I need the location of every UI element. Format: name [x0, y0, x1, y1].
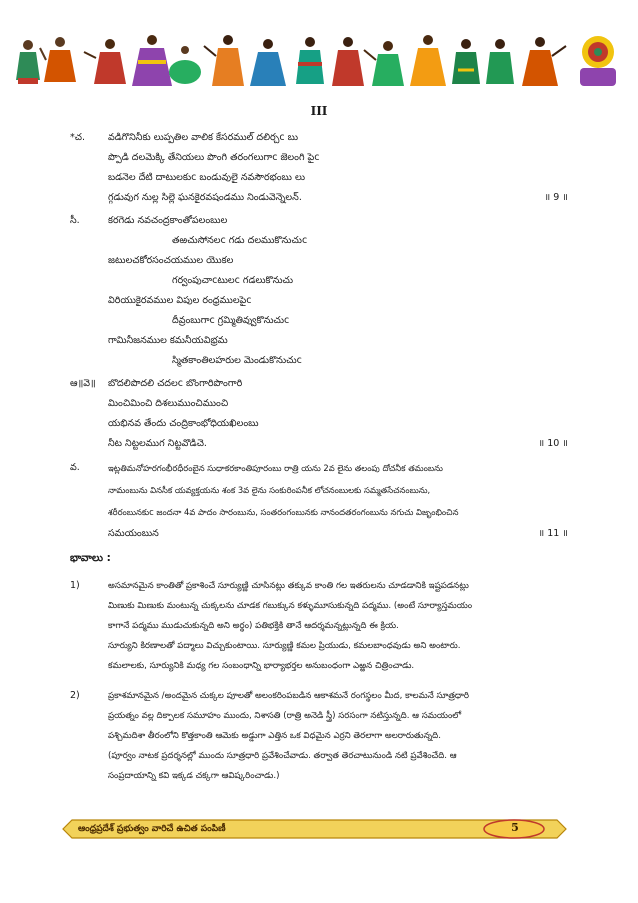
verse-line: గర్వంపుచాcటులc గడలుకొనుచు	[172, 275, 294, 286]
dancer-figure-7	[250, 39, 286, 86]
verse-number: ॥ 10 ॥	[538, 438, 568, 449]
verse-line: నీట నిట్టలముగ నిట్టవొడిచె.	[108, 438, 207, 449]
meaning-line: సంప్రదాయాన్ని కవి ఇక్కడ చక్కగా ఆవిష్కరించాడు.)	[108, 771, 280, 781]
verse-line: ఇట్లతిమనోహరగంభీరధీరంబైన సుధాకరకాంతిపూరంబు రాత్రి యను 2వ లైను తలంపు దోచనీక తమంబను	[108, 463, 443, 473]
meaning-line: సూర్యుని కిరణాలతో పద్మాలు విచ్చుకుంటాయి. సూర్యుణ్ణి కమల ప్రియుడు, కమలబాంధవుడు అని అంటారు.	[108, 641, 461, 651]
dancer-figure-8	[296, 37, 324, 84]
meaning-line: పశ్చిమదిశా తీరంలోని కొత్తకాంతి ఆమెకు అడ్డుగా ఎత్తిన ఒక విధమైన ఎర్రని తెరలాగా అలరారుతున్నది.	[108, 731, 441, 741]
verse-line: బడనెల దేటి దాటులకుc బండువులై నవసౌరభంబు లు	[108, 172, 305, 183]
verse-line: శరీరంబునకుc జందనా 4వ పాదం సారంబును, సంతరంగంబునకు నానందతరంగంబును నగుచు విజృంభించిన	[108, 507, 459, 517]
meaning-line: (పూర్వం నాటక ప్రదర్శనల్లో ముందు సూత్రధారి ప్రవేశించేవాడు. తర్వాత తెరచాటునుండి నటి ప్రవేశించేది. ఆ	[108, 751, 457, 761]
dancer-figure-5	[169, 46, 201, 84]
verse-number: ॥ 11 ॥	[538, 528, 568, 539]
dancer-figure-4	[132, 35, 172, 86]
dancer-figure-12	[452, 39, 480, 84]
dancer-figure-11	[410, 35, 446, 86]
verse-line: తఱచుసోనలc గడు దలముకొనుచుc	[172, 235, 308, 246]
dancer-figure-9	[332, 37, 364, 86]
dancer-figure-13	[486, 39, 514, 84]
publisher-note: ఆంధ్రప్రదేశ్ ప్రభుత్వం వారిచే ఉచిత పంపిణీ	[78, 824, 226, 834]
meanings-heading: భావాలు :	[70, 552, 111, 564]
verse-line: దీవ్రంబుగాc గ్రమ్మితివ్వుకొనుచుc	[172, 315, 290, 326]
verse-line: ప్పొడి దలమెక్కి తేనియలు పొంగి తరంగలుగాc జెలంగి పైc	[108, 152, 320, 163]
verse-line: మించిమించి దిశలుముంచిముంచి	[108, 398, 229, 409]
verse-line: నామంబును వినసీక యవ్యక్తయను శంక 3వ లైను సంకురింపనీక లోచనంబులకు సమ్మతసేచనంబును,	[108, 485, 431, 495]
verse-label: సీ.	[70, 215, 80, 226]
dancer-figure-1	[16, 40, 40, 84]
meaning-line: మిణుకు మిణుకు మంటున్న చుక్కలను చూడక గబుక్కున కళ్ళుమూసుకున్నది పద్మము. (అంటే సూర్యాస్తమయం	[108, 601, 473, 611]
verse-label: ఆ॥వె॥	[70, 378, 96, 389]
verse-line: వడిగొనినీకు లుప్పతిల వాలిక కేసరముల్ దలిర్చc బు	[108, 132, 298, 143]
verse-line: విరియుకైరవముల విపుల రంధ్రములపైc	[108, 295, 252, 306]
section-title: III	[310, 104, 328, 118]
dancer-figure-2	[40, 37, 76, 82]
verse-line: గామినీజనముల కమనీయవిభ్రమ	[108, 335, 228, 346]
verse-line: యభినవ తేందు చంద్రికాంభోధియఖిలంబు	[108, 418, 259, 429]
verse-line: సమయంబున	[108, 528, 159, 539]
verse-label: వ.	[70, 462, 80, 473]
dancers-banner	[0, 0, 638, 95]
verse-label: *చ.	[70, 132, 85, 143]
verse-line: కరగెడు నవచంద్రకాంతోపలంబుల	[108, 215, 228, 226]
meaning-label: 2)	[70, 690, 80, 701]
verse-line: బొదలిపొదలి చదలc బొంగారిపొంగారి	[108, 378, 243, 389]
dancer-figure-3	[84, 39, 126, 84]
meaning-line: ప్రయత్నం వల్ల దిక్పాలక సమూహం ముందు, నిశాసతి (రాత్రి అనెడి స్త్రీ) సరసంగా నటిస్తున్నది. ఆ సమయంలో	[108, 711, 462, 721]
page-number: 5	[511, 821, 519, 834]
verse-line: గ్గడువుగ నుల్ల సిల్లె ఘనకైరవషండము నిండువెన్నెలన్.	[108, 192, 302, 203]
dancer-figure-10	[364, 41, 404, 86]
meaning-line: అసమానమైన కాంతితో ప్రకాశించే సూర్యుణ్ణి చూసినట్లు తక్కువ కాంతి గల ఇతరులను చూడడానికి ఇష్టపడనట్లు	[108, 581, 469, 591]
meaning-line: కాగానే పద్మము ముడుచుకున్నది అని అర్థం) పతిభక్తికి తానే ఆదర్శమన్నట్లున్నది ఈ క్రియ.	[108, 621, 399, 631]
verse-number: ॥ 9 ॥	[544, 192, 568, 203]
dancer-figure-15	[580, 36, 616, 86]
meaning-line: కమలాలకు, సూర్యునికి మధ్య గల సంబంధాన్ని భార్యాభర్తల అనుబంధంగా ఎఱ్ఱన చిత్రించాడు.	[108, 661, 415, 671]
meaning-label: 1)	[70, 580, 80, 591]
dancer-figure-6	[204, 35, 244, 86]
meaning-line: ప్రకాశమానమైన /అందమైన చుక్కల పూలతో అలంకరింపబడిన ఆకాశమనే రంగస్థలం మీద, కాలమనే సూత్రధారి	[108, 691, 469, 701]
verse-line: జటులచకోరసంచయముల యొకల	[108, 255, 234, 266]
dancer-figure-14	[522, 37, 566, 86]
verse-line: స్మితకాంతిలహరుల మెండుకొనుచుc	[172, 355, 302, 366]
